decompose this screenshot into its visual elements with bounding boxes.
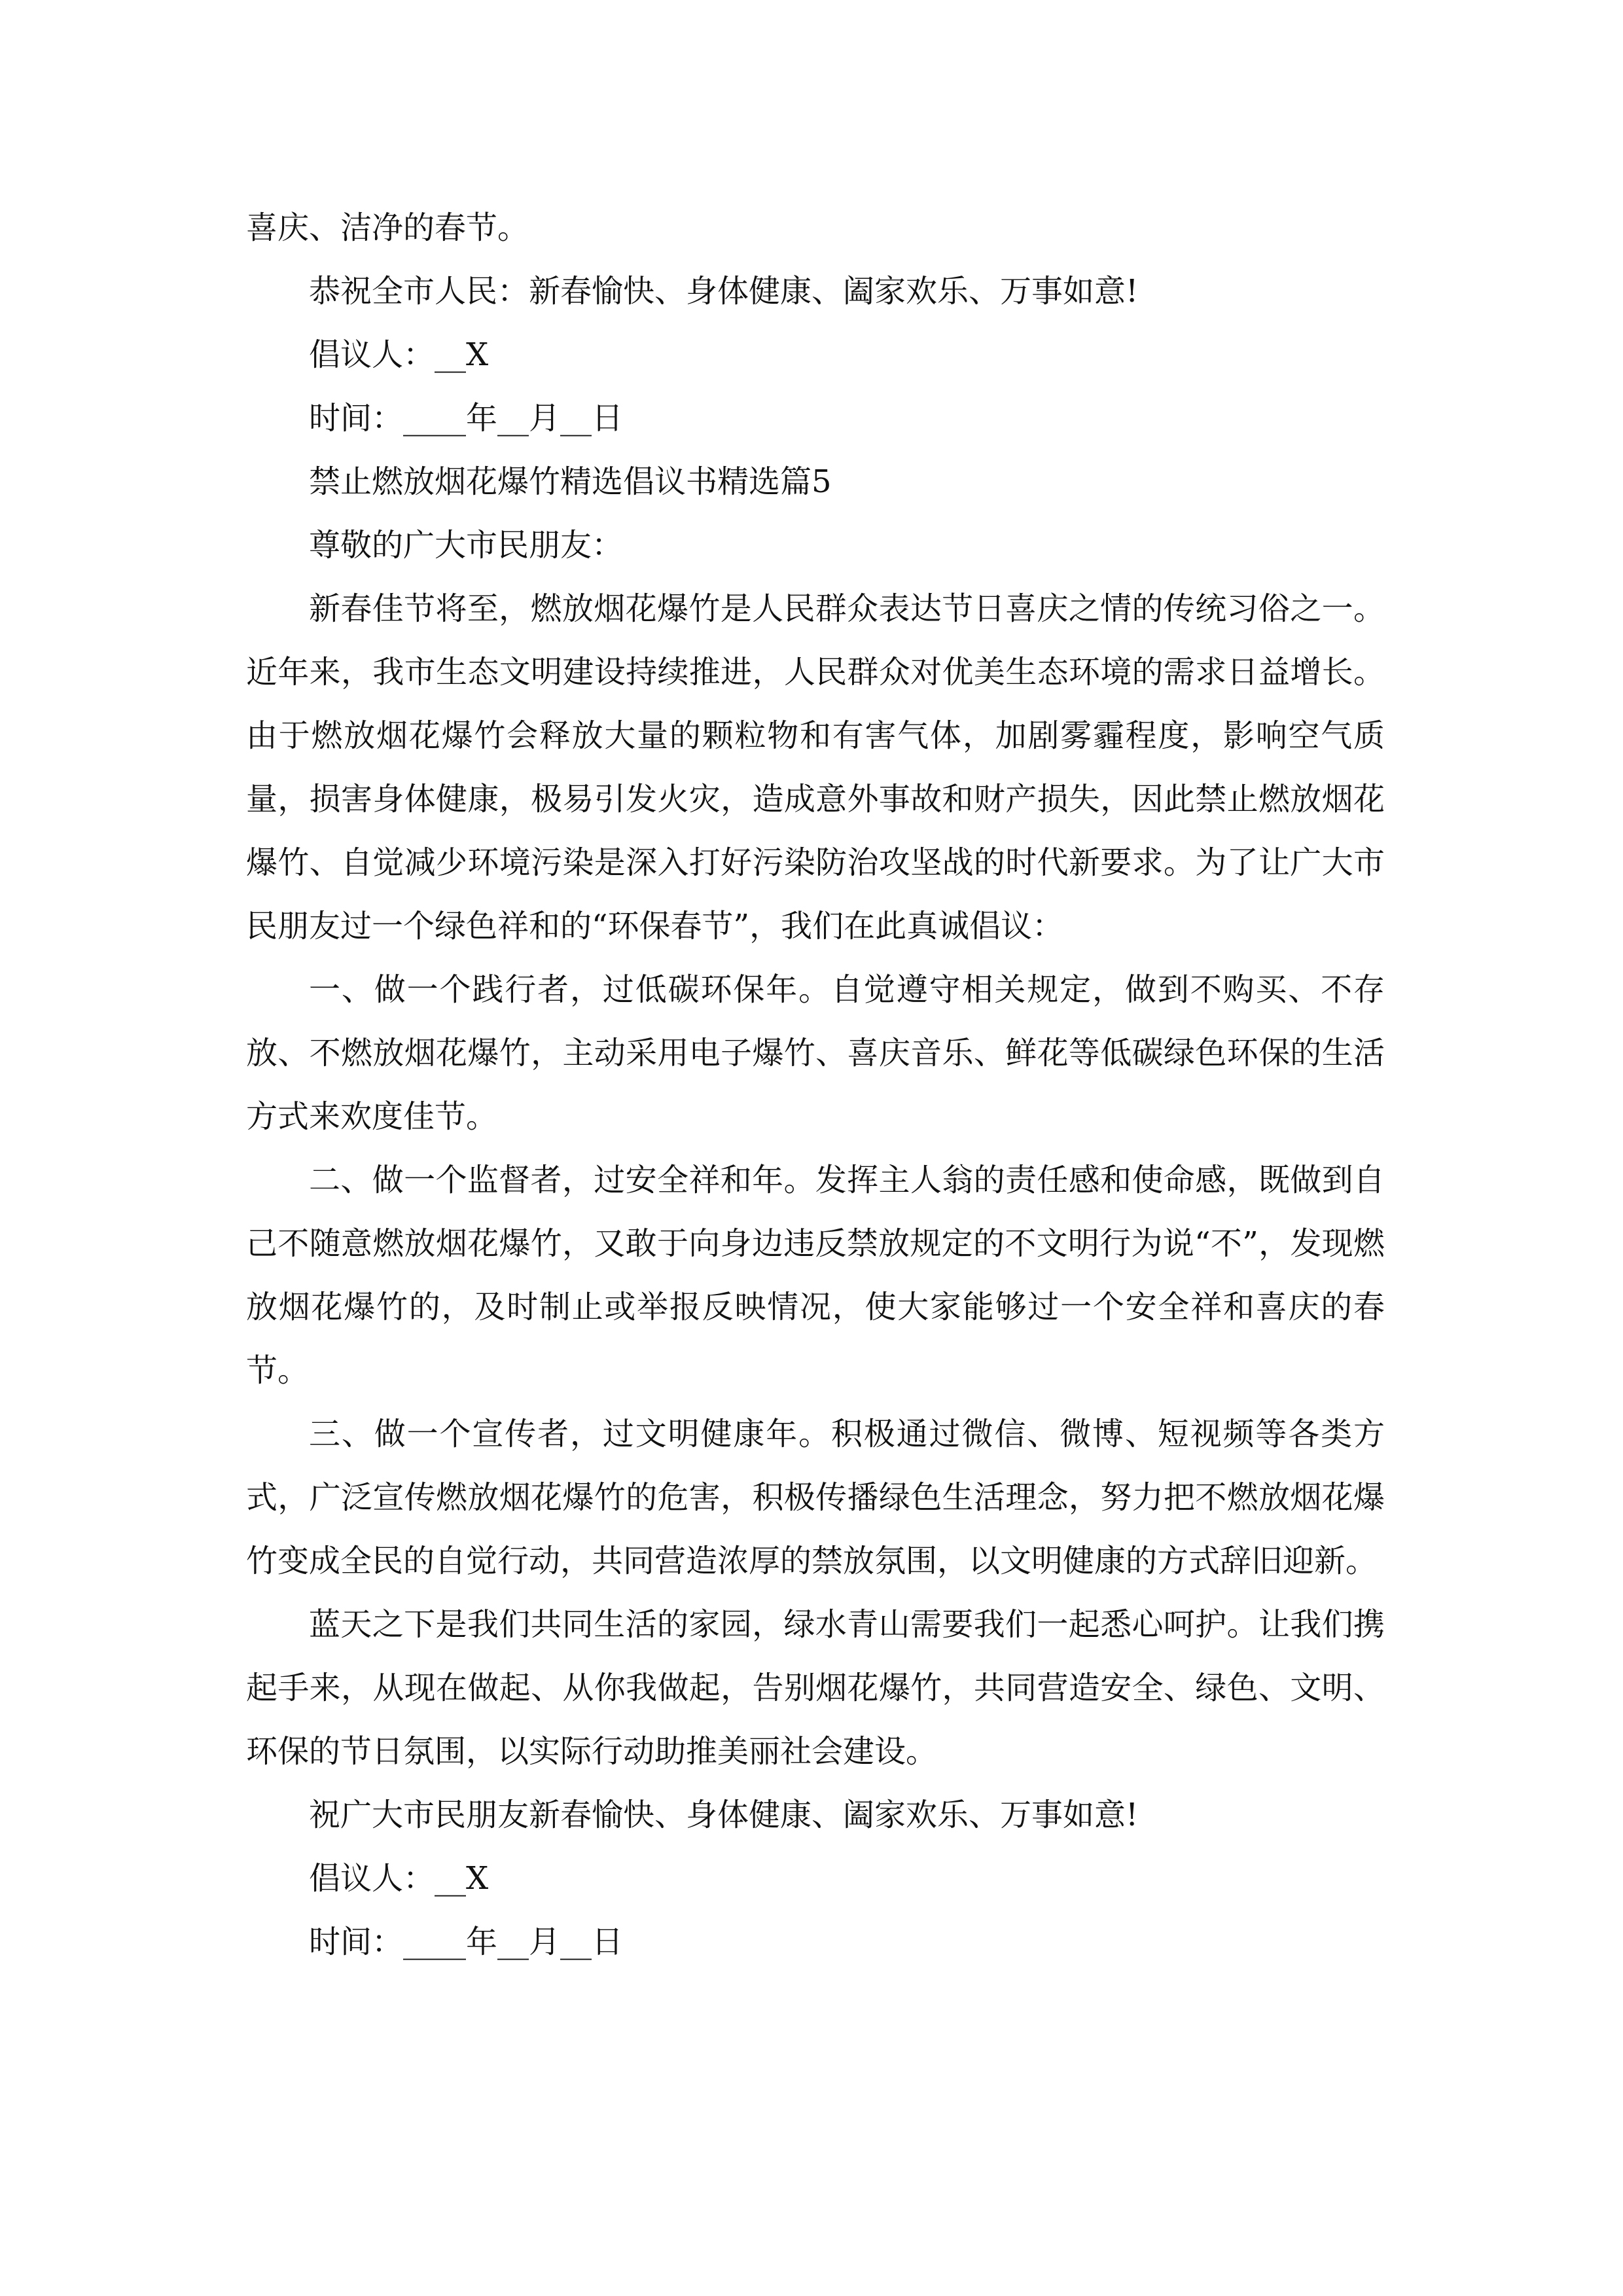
conclusion-paragraph: 蓝天之下是我们共同生活的家园，绿水青山需要我们一起悉心呵护。让我们携起手来，从现在做起、从你我做起，告别烟花爆竹，共同营造安全、绿色、文明、环保的节日氛围，以实际行动助推美丽社会建设。 (246, 1606, 1385, 1770)
document-body (246, 196, 1385, 1974)
closing-line-continued: 喜庆、洁净的春节。 (246, 209, 529, 246)
date-line-2: 时间：____年__月__日 (309, 1924, 624, 1960)
proposer-line-2: 倡议人：__X (309, 1860, 489, 1897)
section-heading: 禁止燃放烟花爆竹精选倡议书精选篇5 (309, 463, 832, 500)
date-line: 时间：____年__月__日 (309, 400, 624, 437)
greeting-wishes: 恭祝全市人民：新春愉快、身体健康、阖家欢乐、万事如意! (309, 273, 1139, 310)
salutation: 尊敬的广大市民朋友： (309, 527, 624, 564)
intro-paragraph: 新春佳节将至，燃放烟花爆竹是人民群众表达节日喜庆之情的传统习俗之一。近年来，我市生态文明建设持续推进，人民群众对优美生态环境的需求日益增长。由于燃放烟花爆竹会释放大量的颗粒物和有害气体，加剧雾霾程度，影响空气质量，损害身体健康，极易引发火灾，造成意外事故和财产损失，因此禁止燃放烟花爆竹、自觉减少环境污染是深入打好污染防治攻坚战的时代新要求。为了让广大市民朋友过一个绿色祥和的“环保春节”，我们在此真诚倡议： (246, 590, 1385, 944)
proposal-three: 三、做一个宣传者，过文明健康年。积极通过微信、微博、短视频等各类方式，广泛宣传燃放烟花爆竹的危害，积极传播绿色生活理念，努力把不燃放烟花爆竹变成全民的自觉行动，共同营造浓厚的禁放氛围，以文明健康的方式辞旧迎新。 (246, 1416, 1385, 1579)
closing-wishes: 祝广大市民朋友新春愉快、身体健康、阖家欢乐、万事如意! (309, 1797, 1139, 1833)
proposal-one: 一、做一个践行者，过低碳环保年。自觉遵守相关规定，做到不购买、不存放、不燃放烟花爆竹，主动采用电子爆竹、喜庆音乐、鲜花等低碳绿色环保的生活方式来欢度佳节。 (246, 971, 1385, 1135)
proposal-two: 二、做一个监督者，过安全祥和年。发挥主人翁的责任感和使命感，既做到自己不随意燃放烟花爆竹，又敢于向身边违反禁放规定的不文明行为说“不”，发现燃放烟花爆竹的，及时制止或举报反映情况，使大家能够过一个安全祥和喜庆的春节。 (246, 1162, 1385, 1389)
proposer-line: 倡议人：__X (309, 336, 489, 373)
